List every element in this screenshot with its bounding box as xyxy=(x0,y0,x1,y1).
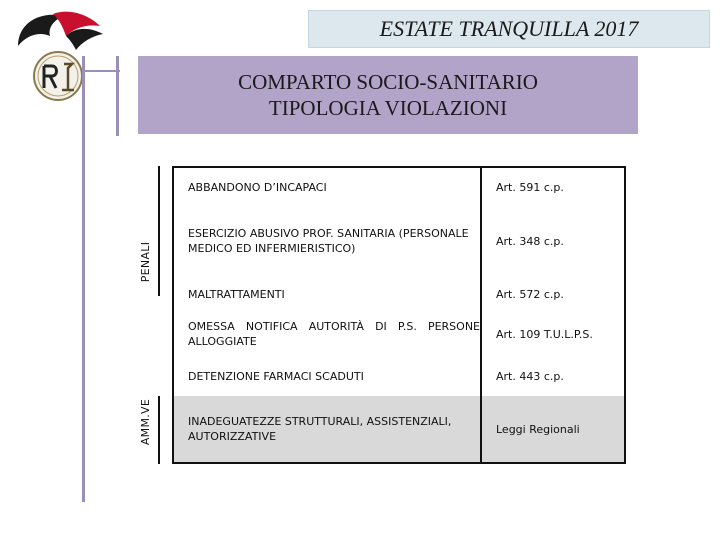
carabinieri-logo-icon xyxy=(8,6,108,106)
slide-title xyxy=(138,56,638,134)
accent-line-tick xyxy=(82,70,120,72)
table-row xyxy=(174,276,624,312)
article-cell: Art. 443 c.p. xyxy=(480,356,624,396)
table-row xyxy=(174,206,624,276)
bracket-amm xyxy=(156,396,160,464)
violation-cell: INADEGUATEZZE STRUTTURALI, ASSISTENZIALI, AUTORIZZATIVE xyxy=(188,415,452,443)
violations-table xyxy=(172,166,626,464)
accent-line-left xyxy=(82,56,85,502)
violation-cell: ESERCIZIO ABUSIVO PROF. SANITARIA (PERSONALE MEDICO ED INFERMIERISTICO) xyxy=(188,227,469,255)
header-title: ESTATE TRANQUILLA 2017 xyxy=(379,16,639,41)
table-row xyxy=(174,356,624,396)
side-label-amm: AMM.VE xyxy=(139,398,152,446)
violation-cell: DETENZIONE FARMACI SCADUTI xyxy=(188,369,364,383)
bracket-penali xyxy=(156,166,160,296)
table-row xyxy=(174,168,624,206)
slide-header xyxy=(308,10,710,48)
article-cell: Art. 109 T.U.L.P.S. xyxy=(480,312,624,356)
violation-cell: OMESSA NOTIFICA AUTORITÀ DI P.S. PERSONE ALLOGGIATE xyxy=(188,320,480,348)
violation-cell: MALTRATTAMENTI xyxy=(188,287,285,301)
article-cell: Art. 348 c.p. xyxy=(480,206,624,276)
table-row xyxy=(174,312,624,356)
article-cell: Art. 572 c.p. xyxy=(480,276,624,312)
table-row xyxy=(174,396,624,462)
accent-line-top xyxy=(116,56,119,136)
title-line-1: COMPARTO SOCIO-SANITARIO xyxy=(238,70,538,94)
article-cell: Leggi Regionali xyxy=(480,396,624,462)
article-cell: Art. 591 c.p. xyxy=(480,168,624,206)
title-line-2: TIPOLOGIA VIOLAZIONI xyxy=(268,96,508,120)
violation-cell: ABBANDONO D’INCAPACI xyxy=(188,180,327,194)
side-label-penali: PENALI xyxy=(139,241,152,283)
